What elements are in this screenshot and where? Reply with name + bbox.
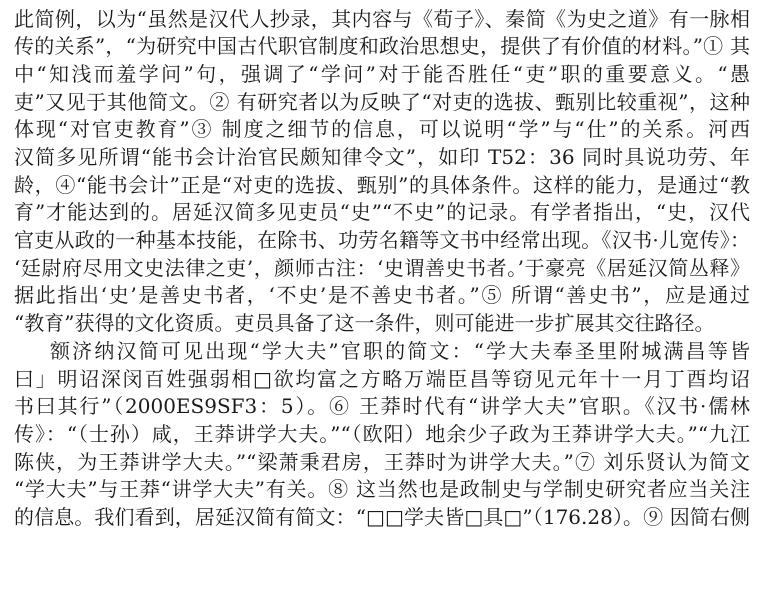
text-line: 陈侠，为王莽讲学大夫。”“梁萧秉君房，王莽时为讲学大夫。”⑦ 刘乐贤认为简文 xyxy=(14,450,750,474)
text-line: ‘廷尉府尽用文史法律之吏’，颜师古注：‘史谓善史书者。’于豪亮《居延汉简丛释》 xyxy=(14,256,750,280)
text-line: 中“知浅而羞学问”句，强调了“学问”对于能否胜任“吏”职的重要意义。“愚 xyxy=(14,62,750,86)
text-line: 吏”又见于其他简文。② 有研究者以为反映了“对吏的选拔、甄别比较重视”，这种 xyxy=(14,90,750,114)
text-line: 育”才能达到的。居延汉简多见吏员“史”“不史”的记录。有学者指出，“史，汉代 xyxy=(14,200,750,224)
text-line: 龄，④“能书会计”正是“对吏的选拔、甄别”的具体条件。这样的能力，是通过“教 xyxy=(14,173,750,197)
text-line: 传》：“（士孙）咸，王莽讲学大夫。”“（欧阳）地余少子政为王莽讲学大夫。”“九江 xyxy=(14,422,750,446)
text-line: 的信息。我们看到，居延汉简有简文：“□□学夫皆□具□”（176.28）。⑨ 因简右侧 xyxy=(14,505,750,529)
text-line: 额济纳汉简可见出现“学大夫”官职的简文：“学大夫奉圣里附城满昌等皆 xyxy=(50,339,750,363)
text-line: 此简例，以为“虽然是汉代人抄录，其内容与《荀子》、秦简《为史之道》有一脉相 xyxy=(14,7,750,31)
text-line: 书曰其行”（2000ES9SF3：5）。⑥ 王莽时代有“讲学大夫”官职。《汉书·儒林 xyxy=(14,394,750,418)
text-line: 传的关系”，“为研究中国古代职官制度和政治思想史，提供了有价值的材料。”① 其 xyxy=(14,34,750,58)
text-line: 体现“对官吏教育”③ 制度之细节的信息，可以说明“学”与“仕”的关系。河西 xyxy=(14,117,750,141)
text-line: 汉简多见所谓“能书会计治官民颇知律令文”，如印 T52：36 同时具说功劳、年 xyxy=(14,145,750,169)
text-line: 曰」明诏深闵百姓强弱相□欲均富之方略万端臣昌等窃见元年十一月丁酉均诏 xyxy=(14,367,750,391)
text-line: 据此指出‘史’是善史书者，‘不史’是不善史书者。”⑤ 所谓“善史书”，应是通过 xyxy=(14,283,750,307)
text-line: “学大夫”与王莽“讲学大夫”有关。⑧ 这当然也是政制史与学制史研究者应当关注 xyxy=(14,477,750,501)
text-line: “教育”获得的文化资质。吏员具备了这一条件，则可能进一步扩展其交往路径。 xyxy=(14,311,715,335)
text-line: 官吏从政的一种基本技能，在除书、功劳名籍等文书中经常出现。《汉书·儿宽传》： xyxy=(14,228,750,252)
